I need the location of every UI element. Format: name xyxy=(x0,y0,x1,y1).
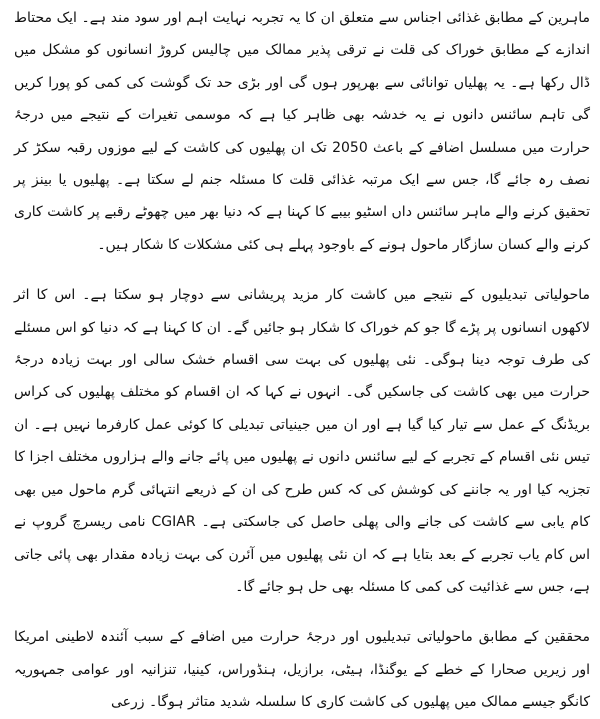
paragraph-2: ماحولیاتی تبدیلیوں کے نتیجے میں کاشت کار مزید پریشانی سے دوچار ہو سکتا ہے۔ اس کا اثر لاکھوں انسانوں پر پڑے گا جو کم خوراک کا شکار ہو جائیں گے۔ ان کا کہنا ہے کہ دنیا کو اس مسئلے کی طرف توجہ دینا ہوگی۔ نئی پھلیوں کی بہت سی اقسام خشک سالی اور بہت زیادہ درجۂ حرارت میں بھی کاشت کی جاسکیں گی۔ انہوں نے کہا کہ ان اقسام کو مختلف پھلیوں کی کراس بریڈنگ کے عمل سے تیار کیا گیا ہے اور ان میں جینیاتی تبدیلی کا کوئی عمل کارفرما نہیں ہے۔ ان تیس نئی اقسام کے تجربے کے لیے سائنس دانوں نے پھلیوں میں پائے جانے والے ہزاروں مختلف اجزا کا تجزیہ کیا اور یہ جاننے کی کوشش کی کہ کس طرح کی ان کے ذریعے انتہائی گرم ماحول میں بھی کام یابی سے کاشت کی جانے والی پھلی حاصل کی جاسکتی ہے۔ CGIAR نامی ریسرچ گروپ نے اس کام یاب تجربے کے بعد بتایا ہے کہ ان نئی پھلیوں میں آئرن کی بہت زیادہ مقدار بھی پائی جاتی ہے، جس سے غذائیت کی کمی کا مسئلہ بھی حل ہو جائے گا۔ xyxy=(14,287,590,595)
paragraph-3: محققین کے مطابق ماحولیاتی تبدیلیوں اور درجۂ حرارت میں اضافے کے سبب آئندہ لاطینی امریکا اور زیریں صحارا کے خطے کے یوگنڈا، ہیٹی، برازیل، ہنڈوراس، کینیا، تنزانیہ اور عوامی جمہوریہ کانگو جیسے ممالک میں پھلیوں کی کاشت کاری کا سلسلہ شدید متاثر ہوگا۔ زرعی xyxy=(14,629,590,711)
paragraph-1: ماہرین کے مطابق غذائی اجناس سے متعلق ان کا یہ تجربہ نہایت اہم اور سود مند ہے۔ ایک محتاط اندازے کے مطابق خوراک کی قلت نے ترقی پذیر ممالک میں چالیس کروڑ انسانوں کو مشکل میں ڈال رکھا ہے۔ یہ پھلیاں توانائی سے بھرپور ہوں گی اور بڑی حد تک گوشت کی کمی کو پورا کریں گی تاہم سائنس دانوں نے یہ خدشہ بھی ظاہر کیا ہے کہ موسمی تغیرات کے نتیجے میں درجۂ حرارت میں مسلسل اضافے کے باعث 2050 تک ان پھلیوں کی کاشت کے لیے موزوں رقبہ سکڑ کر نصف رہ جائے گا، جس سے ایک مرتبہ غذائی قلت کا مسئلہ جنم لے سکتا ہے۔ پھلیوں یا بینز پر تحقیق کرنے والے ماہر سائنس داں اسٹیو بیبے کا کہنا ہے کہ دنیا بھر میں چھوٹے رقبے پر کاشت کاری کرنے والے کسان سازگار ماحول ہونے کے باوجود پہلے ہی کئی مشکلات کا شکار ہیں۔ xyxy=(14,10,590,253)
article-body xyxy=(14,0,590,711)
